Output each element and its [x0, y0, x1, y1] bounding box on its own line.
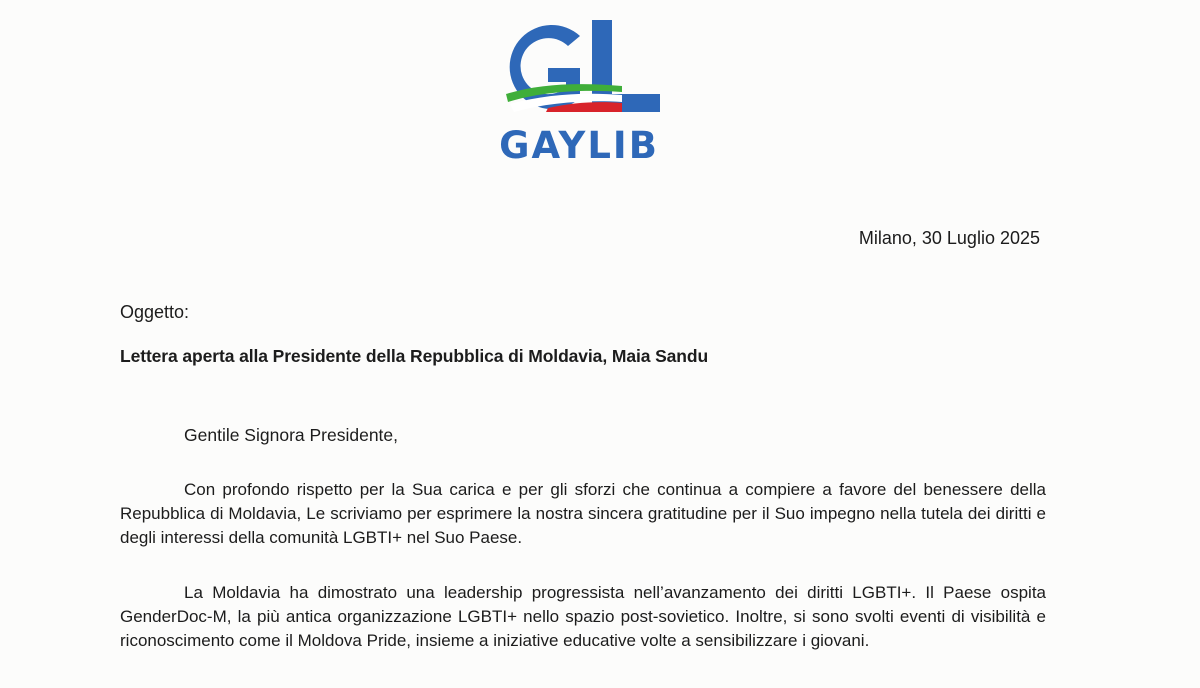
subject-label: Oggetto: — [120, 302, 190, 322]
gl-monogram-logo — [488, 12, 668, 122]
body-paragraph: La Moldavia ha dimostrato una leadership progressista nell’avanzamento dei diritti LGBTI+. Il Paese ospita GenderDoc-M, la più antica organizzazione LGBTI+ nello spazio post-sovietico. Inoltre, si sono svolti eventi di visibilità e riconoscimento come il Moldova Pride, insieme a iniziative educative volte a sensibilizzare i giovani. — [120, 583, 1046, 650]
gaylib-logo — [488, 12, 668, 172]
date-line: Milano, 30 Luglio 2025 — [858, 228, 1040, 248]
subject-title: Lettera aperta alla Presidente della Repubblica di Moldavia, Maia Sandu — [120, 346, 709, 366]
logo-wordmark: GAYLIB — [499, 124, 659, 167]
salutation: Gentile Signora Presidente, — [184, 425, 399, 445]
body-paragraph: Con profondo rispetto per la Sua carica e per gli sforzi che continua a compiere a favore del benessere della Repubblica di Moldavia, Le scriviamo per esprimere la nostra sincera gratitudine per il Suo impegno nella tutela dei diritti e degli interessi della comunità LGBTI+ nel Suo Paese. — [120, 480, 1046, 547]
